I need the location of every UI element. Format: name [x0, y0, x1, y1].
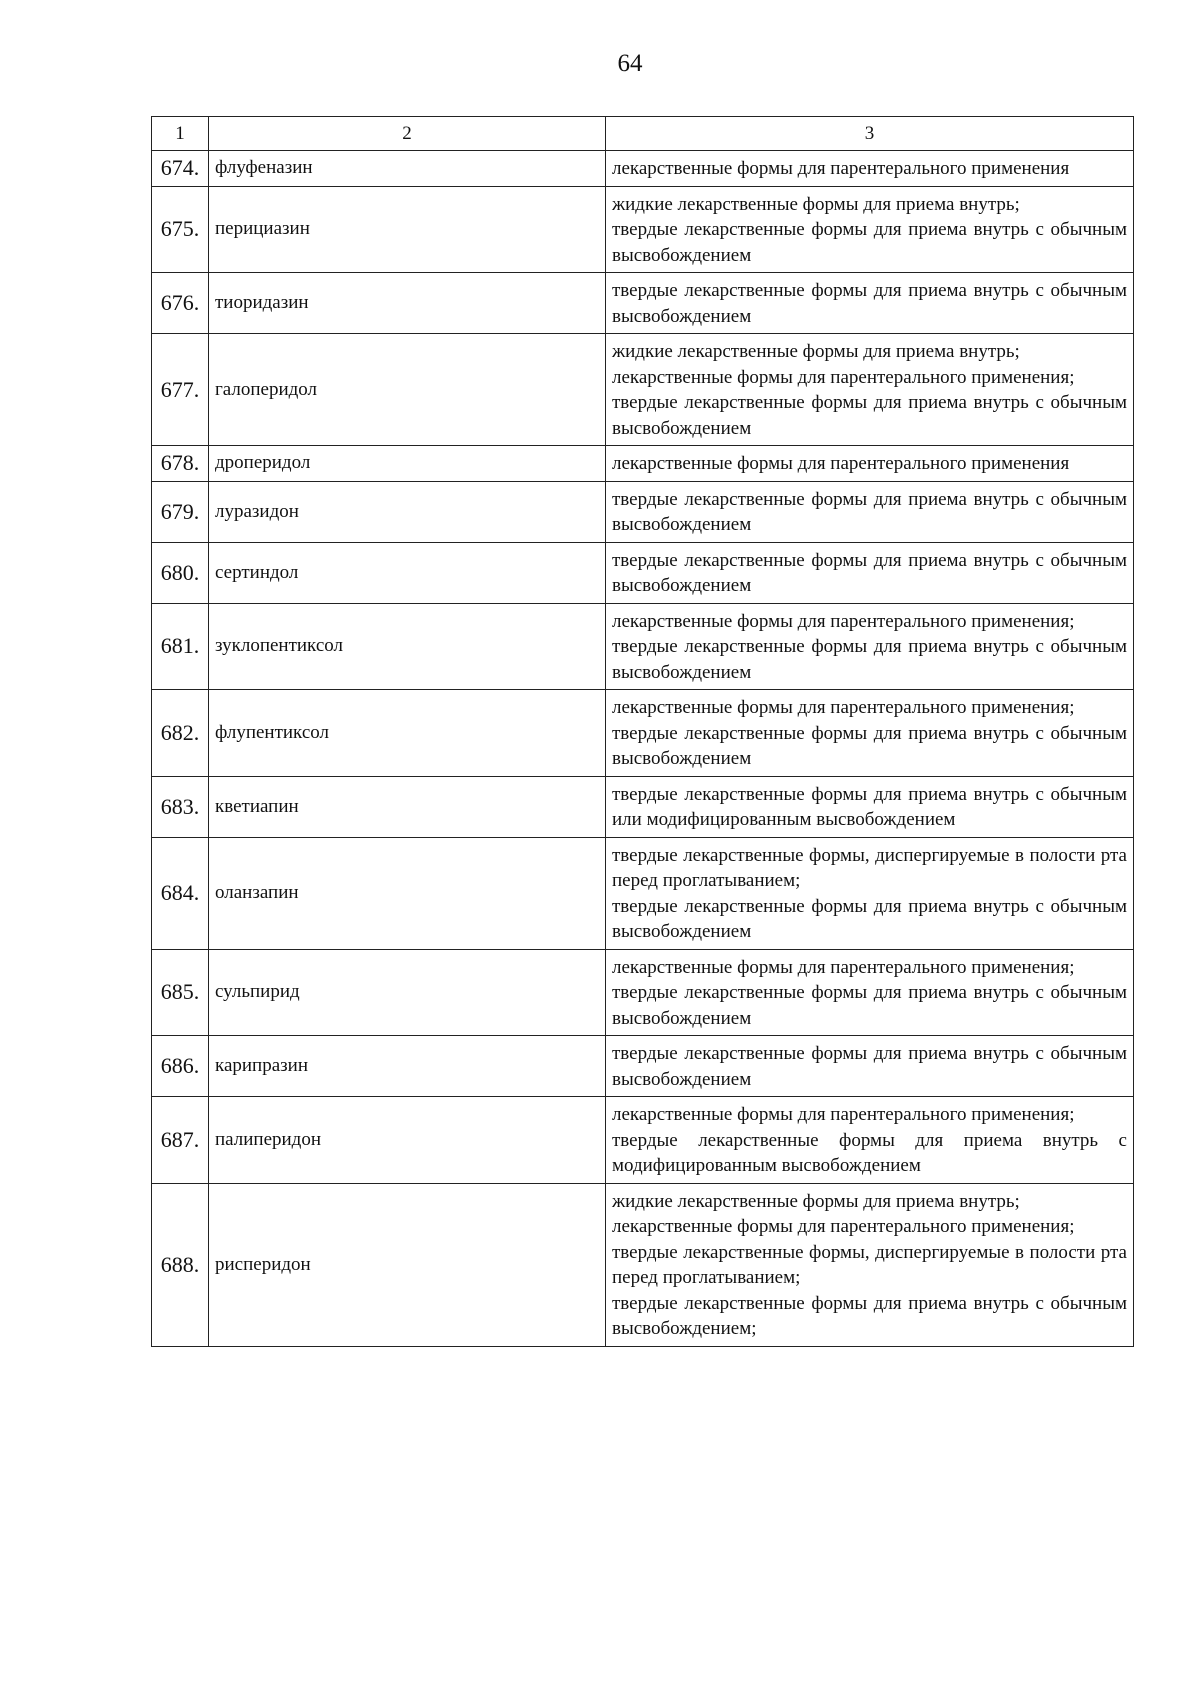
row-number: 684. — [152, 837, 209, 949]
dosage-form-item: твердые лекарственные формы для приема внутрь с обычным или модифицированным высвобождением — [612, 783, 1127, 830]
drug-table — [151, 116, 1134, 1347]
row-number: 688. — [152, 1183, 209, 1346]
dosage-forms — [606, 603, 1134, 690]
dosage-form-item: твердые лекарственные формы для приема внутрь с обычным высвобождением — [612, 219, 1127, 266]
row-number: 687. — [152, 1097, 209, 1184]
column-header-number: 1 — [152, 117, 209, 151]
dosage-forms — [606, 776, 1134, 837]
row-number: 686. — [152, 1036, 209, 1097]
table-row — [152, 1036, 1134, 1097]
table-row — [152, 186, 1134, 273]
drug-name: оланзапин — [209, 837, 606, 949]
dosage-form-item: лекарственные формы для парентерального применения; — [612, 1216, 1075, 1237]
dosage-forms — [606, 481, 1134, 542]
row-number: 676. — [152, 273, 209, 334]
table-row — [152, 690, 1134, 777]
drug-name: дроперидол — [209, 446, 606, 482]
dosage-forms — [606, 446, 1134, 482]
dosage-form-item: твердые лекарственные формы, диспергируемые в полости рта перед проглатыванием; — [612, 844, 1127, 891]
drug-name: луразидон — [209, 481, 606, 542]
table-row — [152, 776, 1134, 837]
dosage-form-item: твердые лекарственные формы для приема внутрь с обычным высвобождением — [612, 488, 1127, 535]
drug-name: карипразин — [209, 1036, 606, 1097]
dosage-form-item: лекарственные формы для парентерального применения; — [612, 697, 1075, 718]
dosage-form-item: твердые лекарственные формы для приема внутрь с обычным высвобождением — [612, 549, 1127, 596]
row-number: 677. — [152, 334, 209, 446]
table-row — [152, 481, 1134, 542]
dosage-form-item: твердые лекарственные формы, диспергируемые в полости рта перед проглатыванием; — [612, 1241, 1127, 1288]
table-body — [152, 151, 1134, 1347]
column-header-name: 2 — [209, 117, 606, 151]
dosage-forms — [606, 690, 1134, 777]
dosage-form-item: твердые лекарственные формы для приема внутрь с обычным высвобождением — [612, 392, 1127, 439]
table-row — [152, 446, 1134, 482]
row-number: 674. — [152, 151, 209, 187]
dosage-form-item: жидкие лекарственные формы для приема внутрь; — [612, 193, 1020, 215]
drug-name: галоперидол — [209, 334, 606, 446]
row-number: 682. — [152, 690, 209, 777]
dosage-form-item: твердые лекарственные формы для приема внутрь с обычным высвобождением — [612, 636, 1127, 683]
dosage-forms — [606, 1183, 1134, 1346]
row-number: 679. — [152, 481, 209, 542]
table-row — [152, 1183, 1134, 1346]
drug-name: флупентиксол — [209, 690, 606, 777]
drug-name: палиперидон — [209, 1097, 606, 1184]
table-row — [152, 949, 1134, 1036]
dosage-form-item: жидкие лекарственные формы для приема внутрь; — [612, 1190, 1020, 1212]
dosage-form-item: лекарственные формы для парентерального применения — [612, 453, 1070, 474]
dosage-form-item: твердые лекарственные формы для приема внутрь с обычным высвобождением — [612, 982, 1127, 1029]
drug-name: сульпирид — [209, 949, 606, 1036]
dosage-forms — [606, 151, 1134, 187]
drug-name: тиоридазин — [209, 273, 606, 334]
row-number: 681. — [152, 603, 209, 690]
row-number: 685. — [152, 949, 209, 1036]
page-number: 64 — [617, 50, 643, 77]
dosage-form-item: твердые лекарственные формы для приема внутрь с обычным высвобождением — [612, 1043, 1127, 1090]
row-number: 675. — [152, 186, 209, 273]
drug-name: зуклопентиксол — [209, 603, 606, 690]
row-number: 680. — [152, 542, 209, 603]
dosage-forms — [606, 1036, 1134, 1097]
table-row — [152, 273, 1134, 334]
dosage-form-item: лекарственные формы для парентерального применения; — [612, 366, 1075, 388]
drug-name: перициазин — [209, 186, 606, 273]
row-number: 678. — [152, 446, 209, 482]
dosage-form-item: лекарственные формы для парентерального применения; — [612, 610, 1075, 632]
dosage-form-item: лекарственные формы для парентерального применения — [612, 158, 1070, 179]
drug-name: флуфеназин — [209, 151, 606, 187]
table-row — [152, 334, 1134, 446]
dosage-form-item: жидкие лекарственные формы для приема внутрь; — [612, 341, 1020, 362]
dosage-forms — [606, 1097, 1134, 1184]
header-row — [152, 117, 1134, 151]
dosage-forms — [606, 186, 1134, 273]
table-row — [152, 542, 1134, 603]
dosage-form-item: твердые лекарственные формы для приема внутрь с обычным высвобождением — [612, 722, 1127, 769]
dosage-forms — [606, 542, 1134, 603]
dosage-form-item: твердые лекарственные формы для приема внутрь с обычным высвобождением; — [612, 1292, 1127, 1339]
dosage-form-item: твердые лекарственные формы для приема внутрь с обычным высвобождением — [612, 895, 1127, 942]
dosage-form-item: лекарственные формы для парентерального применения; — [612, 956, 1075, 978]
drug-name: рисперидон — [209, 1183, 606, 1346]
dosage-forms — [606, 837, 1134, 949]
dosage-form-item: твердые лекарственные формы для приема внутрь с модифицированным высвобождением — [612, 1129, 1127, 1176]
table-row — [152, 837, 1134, 949]
table-header — [152, 117, 1134, 151]
table-row — [152, 603, 1134, 690]
dosage-forms — [606, 949, 1134, 1036]
column-header-forms: 3 — [606, 117, 1134, 151]
drug-name: кветиапин — [209, 776, 606, 837]
table-row — [152, 151, 1134, 187]
table-row — [152, 1097, 1134, 1184]
dosage-form-item: твердые лекарственные формы для приема внутрь с обычным высвобождением — [612, 280, 1127, 327]
drug-name: сертиндол — [209, 542, 606, 603]
dosage-form-item: лекарственные формы для парентерального применения; — [612, 1104, 1075, 1125]
row-number: 683. — [152, 776, 209, 837]
dosage-forms — [606, 334, 1134, 446]
dosage-forms — [606, 273, 1134, 334]
